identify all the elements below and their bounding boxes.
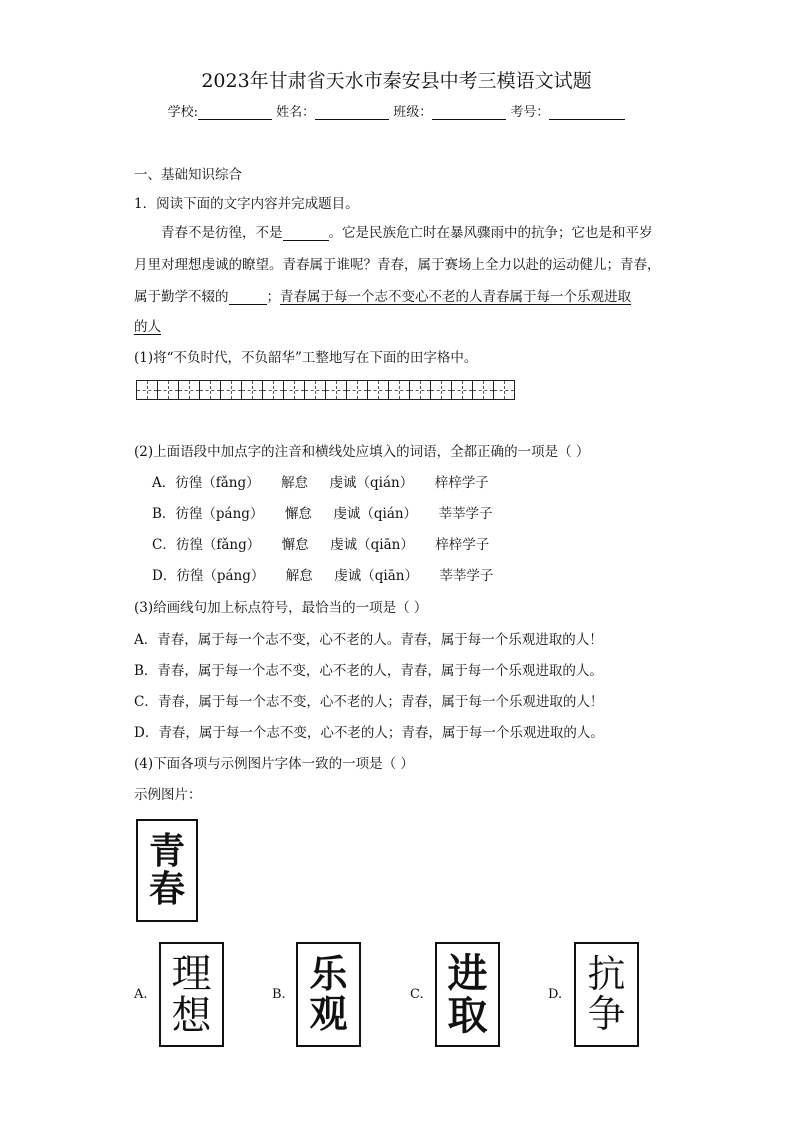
sample-image bbox=[136, 819, 198, 922]
choice-c-image[interactable] bbox=[435, 942, 500, 1047]
grid-cell[interactable] bbox=[263, 381, 284, 400]
grid-cell[interactable] bbox=[305, 381, 326, 400]
choice-char: 抗 bbox=[587, 951, 626, 996]
sample-char: 春 bbox=[148, 867, 185, 910]
sub3-option-b[interactable]: B．青春，属于每一个志不变，心不老的人，青春，属于每一个乐观进取的人。 bbox=[134, 663, 603, 679]
tianzige-grid[interactable] bbox=[136, 380, 515, 400]
passage-text: 属于勤学不辍的 bbox=[134, 289, 229, 305]
choice-char: 乐 bbox=[309, 951, 348, 996]
sub3-option-d[interactable]: D．青春，属于每一个志不变，心不老的人；青春，属于每一个乐观进取的人。 bbox=[134, 725, 604, 741]
name-field[interactable] bbox=[315, 105, 389, 120]
name-label: 姓名： bbox=[276, 105, 316, 120]
grid-cell[interactable] bbox=[158, 381, 179, 400]
choice-char: 理 bbox=[171, 950, 212, 997]
grid-cell[interactable] bbox=[242, 381, 263, 400]
subquestion-2: (2)上面语段中加点字的注音和横线处应填入的词语，全都正确的一项是（ ） bbox=[134, 444, 590, 460]
choice-d-image[interactable] bbox=[574, 942, 639, 1047]
choice-b-image[interactable] bbox=[296, 942, 361, 1047]
section-heading: 一、基础知识综合 bbox=[134, 167, 242, 183]
choice-char: 观 bbox=[309, 991, 348, 1036]
question-stem: 1．阅读下面的文字内容并完成题目。 bbox=[134, 196, 359, 212]
grid-cell[interactable] bbox=[221, 381, 242, 400]
sub2-option-a[interactable]: A．彷徨（fǎng） 解怠 虔诚（qián） 梓梓学子 bbox=[152, 475, 489, 491]
sample-char: 青 bbox=[148, 829, 185, 872]
choice-c-label[interactable]: C. bbox=[410, 987, 424, 1002]
passage-blank-2[interactable] bbox=[229, 290, 267, 305]
grid-cell[interactable] bbox=[200, 381, 221, 400]
underlined-sentence-end: 的人 bbox=[134, 319, 161, 335]
school-field[interactable] bbox=[198, 105, 272, 120]
grid-cell[interactable] bbox=[326, 381, 347, 400]
passage-text: 青春不是彷徨，不是 bbox=[161, 225, 283, 241]
choice-d-label[interactable]: D. bbox=[548, 987, 563, 1002]
choice-a-image[interactable] bbox=[159, 942, 224, 1047]
subquestion-1: (1)将“不负时代，不负韶华”工整地写在下面的田字格中。 bbox=[134, 350, 478, 366]
page-title: 2023年甘肃省天水市秦安县中考三模语文试题 bbox=[201, 70, 592, 92]
grid-cell[interactable] bbox=[431, 381, 452, 400]
subquestion-4: (4)下面各项与示例图片字体一致的一项是（ ） bbox=[134, 756, 414, 772]
choice-char: 进 bbox=[447, 950, 488, 997]
choice-char: 想 bbox=[171, 992, 212, 1039]
choice-char: 取 bbox=[447, 992, 488, 1039]
grid-cell[interactable] bbox=[179, 381, 200, 400]
sub2-option-b[interactable]: B．彷徨（páng） 懈怠 虔诚（qián） 莘莘学子 bbox=[152, 506, 493, 522]
grid-cell[interactable] bbox=[347, 381, 368, 400]
grid-cell[interactable] bbox=[368, 381, 389, 400]
sub2-option-d[interactable]: D．彷徨（páng） 解怠 虔诚（qiān） 莘莘学子 bbox=[152, 568, 494, 584]
grid-cell[interactable] bbox=[452, 381, 473, 400]
passage-text: 。它是民族危亡时在暴风骤雨中的抗争；它也是和平岁 bbox=[328, 225, 653, 241]
sub3-option-a[interactable]: A．青春，属于每一个志不变，心不老的人。青春，属于每一个乐观进取的人！ bbox=[134, 632, 603, 648]
grid-cell[interactable] bbox=[494, 381, 515, 400]
passage-blank-1[interactable] bbox=[283, 226, 329, 241]
class-field[interactable] bbox=[432, 105, 506, 120]
school-label: 学校: bbox=[167, 105, 198, 120]
choice-char: 争 bbox=[587, 991, 626, 1036]
passage-line-1 bbox=[161, 221, 653, 241]
choice-a-label[interactable]: A. bbox=[134, 987, 148, 1002]
choice-b-label[interactable]: B. bbox=[272, 987, 286, 1002]
grid-cell[interactable] bbox=[410, 381, 431, 400]
passage-text: ； bbox=[266, 289, 280, 305]
number-label: 考号： bbox=[510, 105, 550, 120]
sub2-option-c[interactable]: C．彷徨（fǎng） 懈怠 虔诚（qiān） 梓梓学子 bbox=[152, 537, 490, 553]
grid-cell[interactable] bbox=[389, 381, 410, 400]
grid-cell[interactable] bbox=[137, 381, 158, 400]
underlined-sentence: 青春属于每一个志不变心不老的人青春属于每一个乐观进取 bbox=[280, 289, 631, 305]
passage-line-3 bbox=[134, 285, 631, 305]
grid-cell[interactable] bbox=[284, 381, 305, 400]
class-label: 班级： bbox=[393, 105, 433, 120]
subquestion-3: (3)给画线句加上标点符号，最恰当的一项是（ ） bbox=[134, 600, 428, 616]
sample-label: 示例图片： bbox=[134, 787, 202, 803]
student-info-line bbox=[0, 101, 793, 120]
sub3-option-c[interactable]: C．青春，属于每一个志不变，心不老的人；青春，属于每一个乐观进取的人！ bbox=[134, 694, 604, 710]
passage-line-2: 月里对理想虔诚的瞭望。青春属于谁呢？青春，属于赛场上全力以赴的运动健儿；青春， bbox=[134, 257, 661, 273]
number-field[interactable] bbox=[549, 105, 625, 120]
grid-cell[interactable] bbox=[473, 381, 494, 400]
